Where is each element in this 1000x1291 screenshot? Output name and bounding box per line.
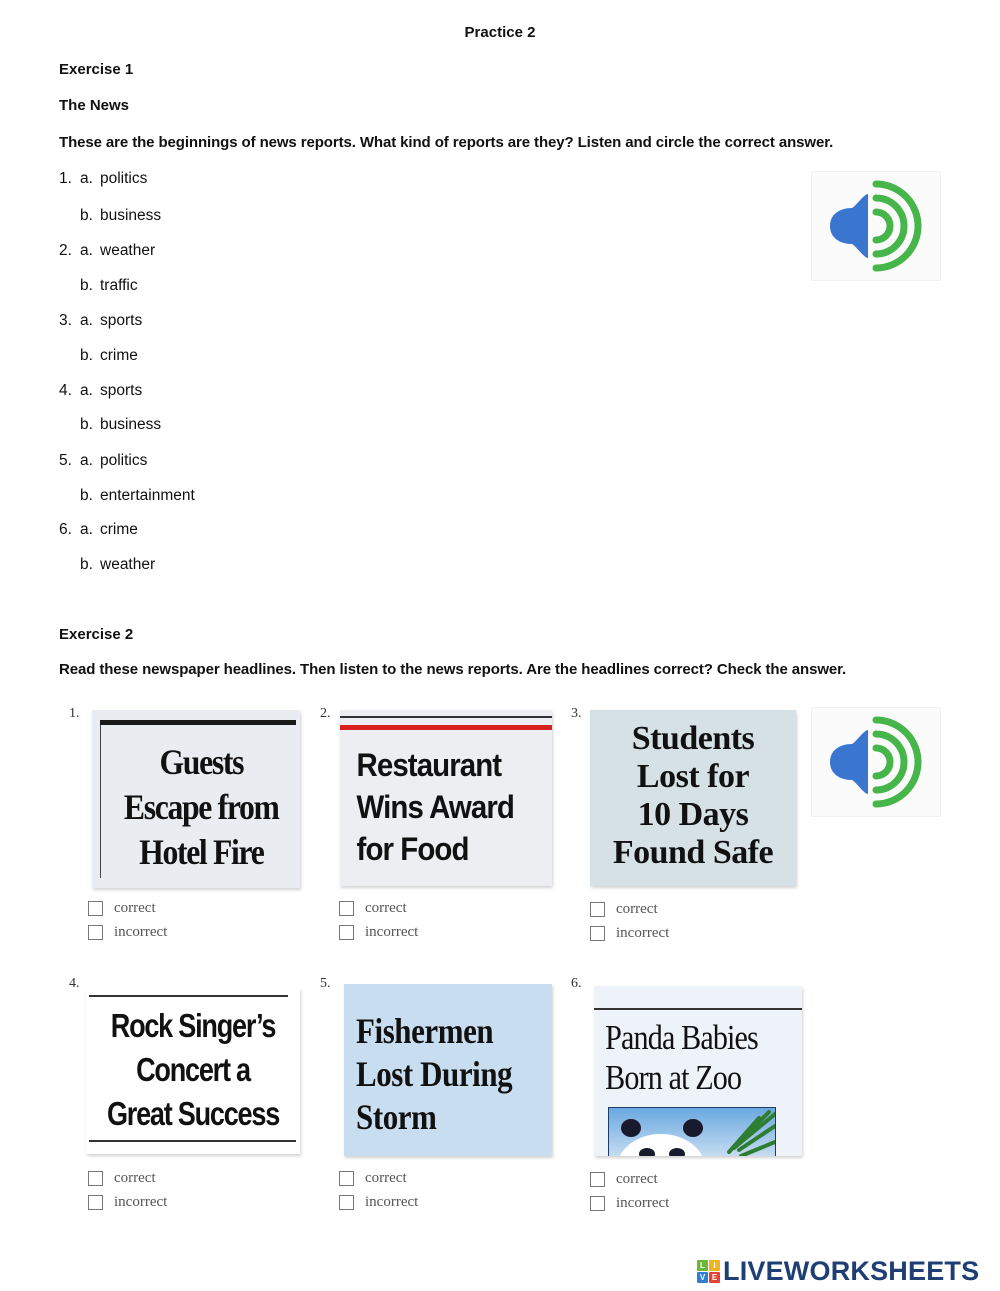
headline-line: Lost During: [356, 1054, 513, 1094]
checkbox-correct[interactable]: [590, 897, 669, 921]
checkbox-correct[interactable]: [590, 1167, 669, 1191]
checkbox-label: incorrect: [114, 1193, 168, 1210]
checkbox-label: incorrect: [365, 1193, 419, 1210]
option-letter: a.: [80, 452, 93, 469]
headline-line: Hotel Fire: [139, 832, 264, 872]
panda-photo: [608, 1107, 776, 1156]
headline-clipping: [86, 988, 300, 1154]
option-letter: b.: [80, 487, 93, 504]
checkbox-incorrect[interactable]: [88, 1190, 167, 1214]
option-text: weather: [100, 242, 156, 259]
checkbox-square[interactable]: [590, 1172, 605, 1187]
headline-line: Students: [631, 720, 755, 757]
checkbox-correct[interactable]: [339, 1166, 418, 1190]
audio-play-button-exercise-1[interactable]: [811, 171, 941, 281]
audio-play-button-exercise-2[interactable]: [811, 707, 941, 817]
headline-number: 3.: [571, 706, 582, 721]
exercise-2-instructions: Read these newspaper headlines. Then listen to the news reports. Are the headlines correct? Check the answer.: [59, 661, 847, 678]
option-letter: b.: [80, 347, 93, 364]
question-number: 1.: [59, 170, 72, 187]
headline-line: Restaurant: [356, 747, 502, 783]
checkbox-label: incorrect: [616, 924, 670, 941]
headline-line: Found Safe: [612, 834, 774, 871]
checkbox-label: incorrect: [114, 923, 168, 940]
checkbox-label: correct: [114, 1169, 156, 1186]
checkbox-square[interactable]: [339, 1171, 354, 1186]
question-6-option-b[interactable]: [80, 556, 155, 574]
question-5-option-b[interactable]: [80, 487, 195, 505]
option-text: politics: [100, 170, 148, 187]
headline-clipping: [92, 710, 300, 888]
option-text: business: [100, 207, 162, 224]
exercise-2-heading: Exercise 2: [59, 626, 134, 643]
checkbox-correct[interactable]: [88, 896, 167, 920]
option-letter: a.: [80, 521, 93, 538]
checkbox-incorrect[interactable]: [590, 921, 669, 945]
checkbox-label: correct: [616, 1170, 658, 1187]
checkbox-square[interactable]: [339, 901, 354, 916]
checkbox-square[interactable]: [88, 1195, 103, 1210]
liveworksheets-logo: [697, 1256, 979, 1287]
headline-clipping: [340, 710, 552, 886]
exercise-1-heading: Exercise 1: [59, 61, 134, 78]
headline-number: 5.: [320, 976, 331, 991]
headline-number: 1.: [69, 706, 80, 721]
question-2-option-b[interactable]: [80, 277, 138, 295]
checkbox-square[interactable]: [590, 1196, 605, 1211]
logo-text: LIVEWORKSHEETS: [723, 1256, 980, 1286]
option-letter: b.: [80, 207, 93, 224]
checkbox-square[interactable]: [590, 926, 605, 941]
checkbox-square[interactable]: [88, 1171, 103, 1186]
option-text: politics: [100, 452, 148, 469]
answer-checkboxes: [590, 1167, 669, 1215]
headline-clipping: [594, 986, 802, 1156]
answer-checkboxes: [339, 896, 418, 944]
checkbox-label: incorrect: [616, 1194, 670, 1211]
question-5-option-a[interactable]: [59, 452, 147, 470]
headline-line: Storm: [356, 1097, 437, 1137]
headline-line: Born at Zoo: [605, 1058, 742, 1097]
headline-number: 6.: [571, 976, 582, 991]
question-1-option-a[interactable]: [59, 170, 147, 188]
logo-grid-icon: L I V E: [697, 1260, 720, 1283]
checkbox-square[interactable]: [590, 902, 605, 917]
headline-line: Lost for: [636, 758, 750, 795]
question-number: 2.: [59, 242, 72, 259]
option-letter: a.: [80, 382, 93, 399]
headline-line: Concert a: [136, 1051, 250, 1088]
checkbox-label: correct: [365, 899, 407, 916]
checkbox-square[interactable]: [88, 901, 103, 916]
question-number: 5.: [59, 452, 72, 469]
headline-clipping: [344, 984, 552, 1156]
speaker-audio-icon: [812, 172, 940, 280]
headline-line: Escape from: [123, 787, 279, 827]
panda-icon: [609, 1108, 775, 1156]
option-letter: a.: [80, 312, 93, 329]
checkbox-correct[interactable]: [88, 1166, 167, 1190]
checkbox-label: correct: [365, 1169, 407, 1186]
answer-checkboxes: [590, 897, 669, 945]
checkbox-incorrect[interactable]: [339, 920, 418, 944]
option-letter: a.: [80, 170, 93, 187]
page-title: Practice 2: [464, 24, 536, 41]
question-6-option-a[interactable]: [59, 521, 138, 539]
checkbox-label: incorrect: [365, 923, 419, 940]
headline-number: 2.: [320, 706, 331, 721]
question-3-option-a[interactable]: [59, 312, 142, 330]
option-text: entertainment: [100, 487, 195, 504]
answer-checkboxes: [339, 1166, 418, 1214]
answer-checkboxes: [88, 896, 167, 944]
headline-line: Panda Babies: [605, 1018, 758, 1057]
checkbox-label: correct: [114, 899, 156, 916]
exercise-1-subheading: The News: [59, 97, 130, 114]
checkbox-label: correct: [616, 900, 658, 917]
checkbox-incorrect[interactable]: [339, 1190, 418, 1214]
option-text: crime: [100, 347, 138, 364]
option-text: weather: [100, 556, 156, 573]
option-letter: a.: [80, 242, 93, 259]
headline-line: Fishermen: [356, 1011, 494, 1051]
checkbox-square[interactable]: [339, 1195, 354, 1210]
exercise-1-instructions: These are the beginnings of news reports. What kind of reports are they? Listen and circle the correct answer.: [59, 134, 834, 151]
headline-number: 4.: [69, 976, 80, 991]
option-text: sports: [100, 382, 143, 399]
headline-line: Wins Award: [356, 789, 514, 825]
headline-line: 10 Days: [637, 796, 749, 833]
checkbox-incorrect[interactable]: [88, 920, 167, 944]
headline-line: for Food: [356, 831, 469, 867]
option-text: sports: [100, 312, 143, 329]
question-number: 4.: [59, 382, 72, 399]
checkbox-incorrect[interactable]: [590, 1191, 669, 1215]
option-text: crime: [100, 521, 138, 538]
option-letter: b.: [80, 416, 93, 433]
checkbox-square[interactable]: [339, 925, 354, 940]
checkbox-square[interactable]: [88, 925, 103, 940]
question-2-option-a[interactable]: [59, 242, 155, 260]
question-number: 3.: [59, 312, 72, 329]
speaker-audio-icon: [812, 708, 940, 816]
option-text: business: [100, 416, 162, 433]
checkbox-correct[interactable]: [339, 896, 418, 920]
question-number: 6.: [59, 521, 72, 538]
question-4-option-a[interactable]: [59, 382, 142, 400]
option-letter: b.: [80, 277, 93, 294]
headline-line: Great Success: [106, 1095, 280, 1132]
headline-line: Rock Singer’s: [110, 1007, 276, 1044]
headline-clipping: [590, 710, 796, 886]
option-letter: b.: [80, 556, 93, 573]
question-4-option-b[interactable]: [80, 416, 161, 434]
question-3-option-b[interactable]: [80, 347, 138, 365]
option-text: traffic: [100, 277, 138, 294]
answer-checkboxes: [88, 1166, 167, 1214]
question-1-option-b[interactable]: [80, 207, 161, 225]
headline-line: Guests: [159, 742, 244, 782]
